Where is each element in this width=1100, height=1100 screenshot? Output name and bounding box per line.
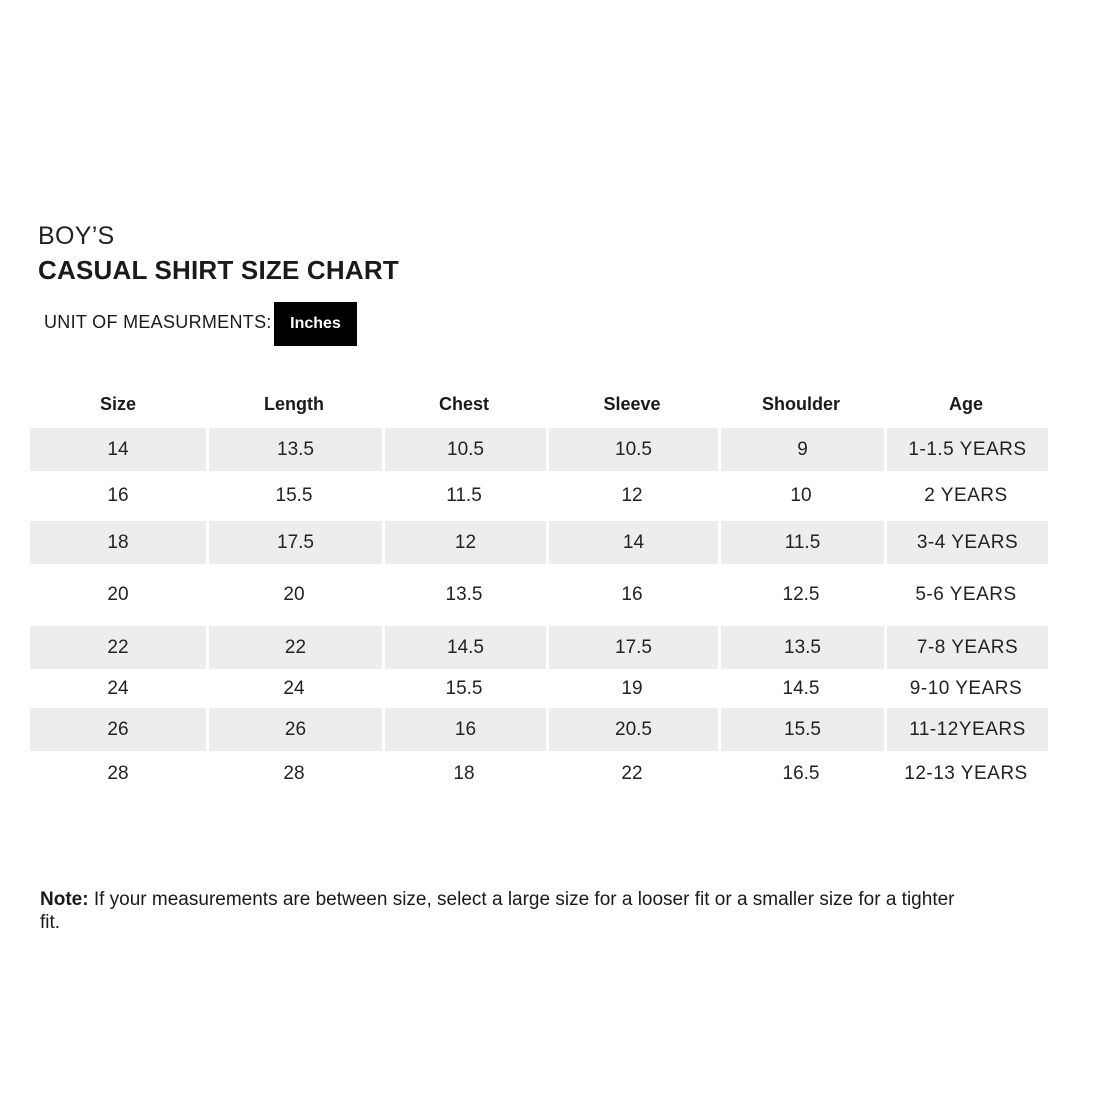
cell-size: 24: [107, 677, 129, 699]
cell-chest: 15.5: [445, 677, 483, 699]
cell-size: 16: [107, 485, 129, 506]
cell-sleeve: 14: [546, 521, 718, 564]
cell-sleeve: 17.5: [546, 626, 718, 669]
cell-size: 20: [107, 584, 129, 605]
column-header-shoulder: Shoulder: [761, 393, 840, 414]
cell-sleeve: 20.5: [546, 708, 718, 751]
cell-shoulder: 9: [718, 428, 884, 471]
column-header-age: Age: [948, 393, 983, 414]
cell-size: 18: [30, 521, 206, 564]
cell-chest: 14.5: [382, 626, 546, 669]
cell-length: 13.5: [206, 428, 382, 471]
cell-age: 3-4 YEARS: [884, 521, 1048, 564]
table-row: [30, 669, 1048, 708]
cell-size: 14: [30, 428, 206, 471]
cell-sleeve: 19: [621, 677, 643, 699]
table-header-row: [30, 380, 1048, 428]
note-label: Note:: [40, 889, 89, 910]
table-row: [30, 521, 1048, 564]
size-table: [30, 380, 1048, 797]
cell-sleeve: 12: [621, 485, 643, 506]
cell-chest: 18: [453, 763, 475, 784]
cell-length: 15.5: [275, 485, 313, 506]
cell-sleeve: 10.5: [546, 428, 718, 471]
cell-chest: 11.5: [446, 485, 482, 506]
column-header-length: Length: [264, 393, 324, 414]
column-header-chest: Chest: [438, 393, 489, 414]
cell-age: 7-8 YEARS: [884, 626, 1048, 669]
cell-shoulder: 10: [790, 485, 812, 506]
column-header-size: Size: [99, 393, 137, 414]
cell-age: 12-13 YEARS: [904, 763, 1028, 784]
cell-size: 26: [30, 708, 206, 751]
cell-chest: 12: [382, 521, 546, 564]
column-header-sleeve: Sleeve: [603, 393, 661, 414]
table-row: [30, 471, 1048, 521]
cell-sleeve: 22: [621, 763, 643, 784]
fit-note: [40, 888, 960, 934]
chart-subtitle: BOY’S: [38, 222, 115, 250]
note-text: If your measurements are between size, select a large size for a looser fit or a smaller size for a tighter fit.: [40, 889, 955, 933]
cell-length: 24: [283, 677, 305, 699]
cell-shoulder: 12.5: [782, 584, 820, 605]
cell-shoulder: 13.5: [718, 626, 884, 669]
cell-age: 1-1.5 YEARS: [884, 428, 1048, 471]
table-row: [30, 751, 1048, 797]
cell-size: 28: [107, 763, 129, 784]
cell-length: 22: [206, 626, 382, 669]
unit-label: UNIT OF MEASURMENTS:: [44, 312, 272, 332]
cell-age: 5-6 YEARS: [915, 584, 1017, 605]
cell-shoulder: 11.5: [718, 521, 884, 564]
cell-size: 22: [30, 626, 206, 669]
table-row: [30, 428, 1048, 471]
cell-chest: 13.5: [445, 584, 483, 605]
cell-chest: 16: [382, 708, 546, 751]
table-row: [30, 626, 1048, 669]
cell-age: 2 YEARS: [924, 485, 1008, 506]
unit-inches-badge[interactable]: Inches: [274, 302, 357, 346]
cell-shoulder: 14.5: [782, 677, 820, 699]
table-row: [30, 708, 1048, 751]
cell-chest: 10.5: [382, 428, 546, 471]
cell-sleeve: 16: [621, 584, 643, 605]
cell-shoulder: 15.5: [718, 708, 884, 751]
cell-length: 17.5: [206, 521, 382, 564]
chart-title: CASUAL SHIRT SIZE CHART: [38, 255, 399, 285]
cell-length: 20: [283, 584, 305, 605]
cell-length: 28: [283, 763, 305, 784]
cell-shoulder: 16.5: [782, 763, 820, 784]
cell-length: 26: [206, 708, 382, 751]
table-row: [30, 564, 1048, 626]
cell-age: 11-12YEARS: [884, 708, 1048, 751]
cell-age: 9-10 YEARS: [909, 677, 1023, 699]
